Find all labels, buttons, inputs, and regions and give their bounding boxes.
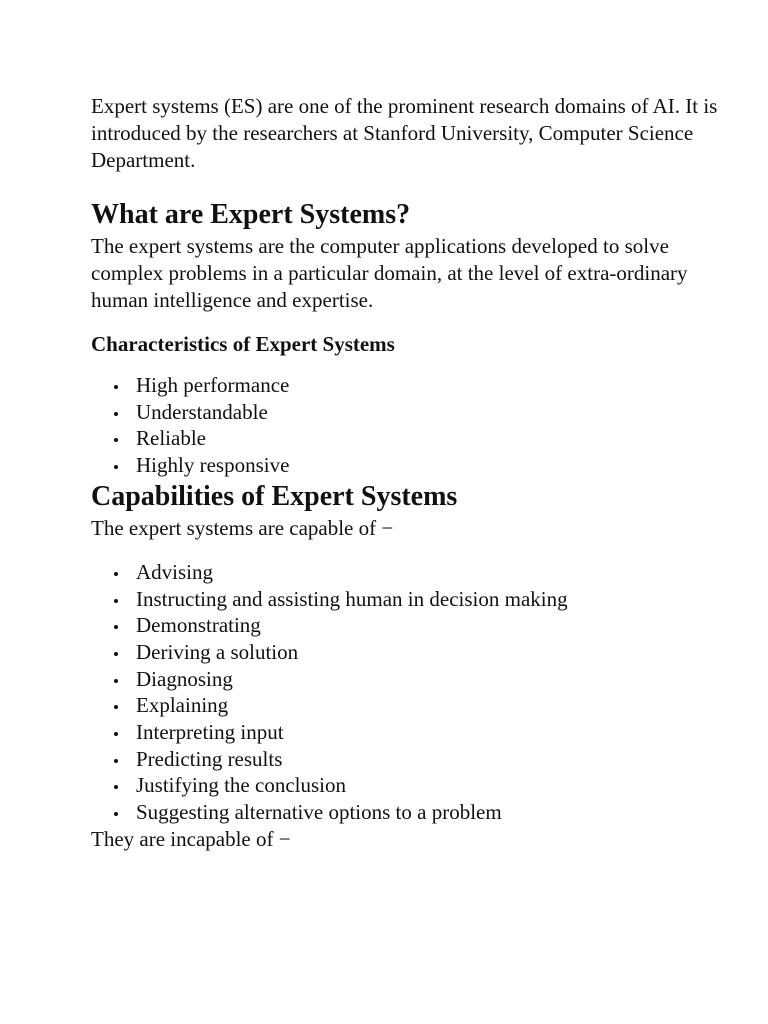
capability-item: Explaining [91,692,731,719]
capability-item: Diagnosing [91,666,731,693]
capability-item: Deriving a solution [91,639,731,666]
capability-item: Predicting results [91,746,731,773]
what-are-expert-systems-heading: What are Expert Systems? [91,199,411,230]
characteristic-item: Understandable [91,399,731,426]
capability-item: Justifying the conclusion [91,772,731,799]
capability-item: Suggesting alternative options to a problem [91,799,731,826]
characteristics-list [91,372,731,479]
capabilities-heading: Capabilities of Expert Systems [91,480,458,512]
capability-item: Interpreting input [91,719,731,746]
capabilities-list [91,559,731,826]
document-content [91,93,731,853]
capability-item: Advising [91,559,731,586]
capability-item: Demonstrating [91,612,731,639]
capability-item: Instructing and assisting human in decision making [91,586,731,613]
capable-intro-paragraph: The expert systems are capable of − [91,515,394,540]
intro-paragraph: Expert systems (ES) are one of the prominent research domains of AI. It is introduced by the researchers at Stanford University, Computer Science Department. [91,94,718,172]
characteristic-item: Reliable [91,425,731,452]
characteristics-heading: Characteristics of Expert Systems [91,332,395,356]
characteristic-item: Highly responsive [91,452,731,479]
what-are-expert-systems-paragraph: The expert systems are the computer applications developed to solve complex problems in a particular domain, at the level of extra-ordinary human intelligence and expertise. [91,234,688,312]
characteristic-item: High performance [91,372,731,399]
incapable-intro-paragraph: They are incapable of − [91,826,291,851]
